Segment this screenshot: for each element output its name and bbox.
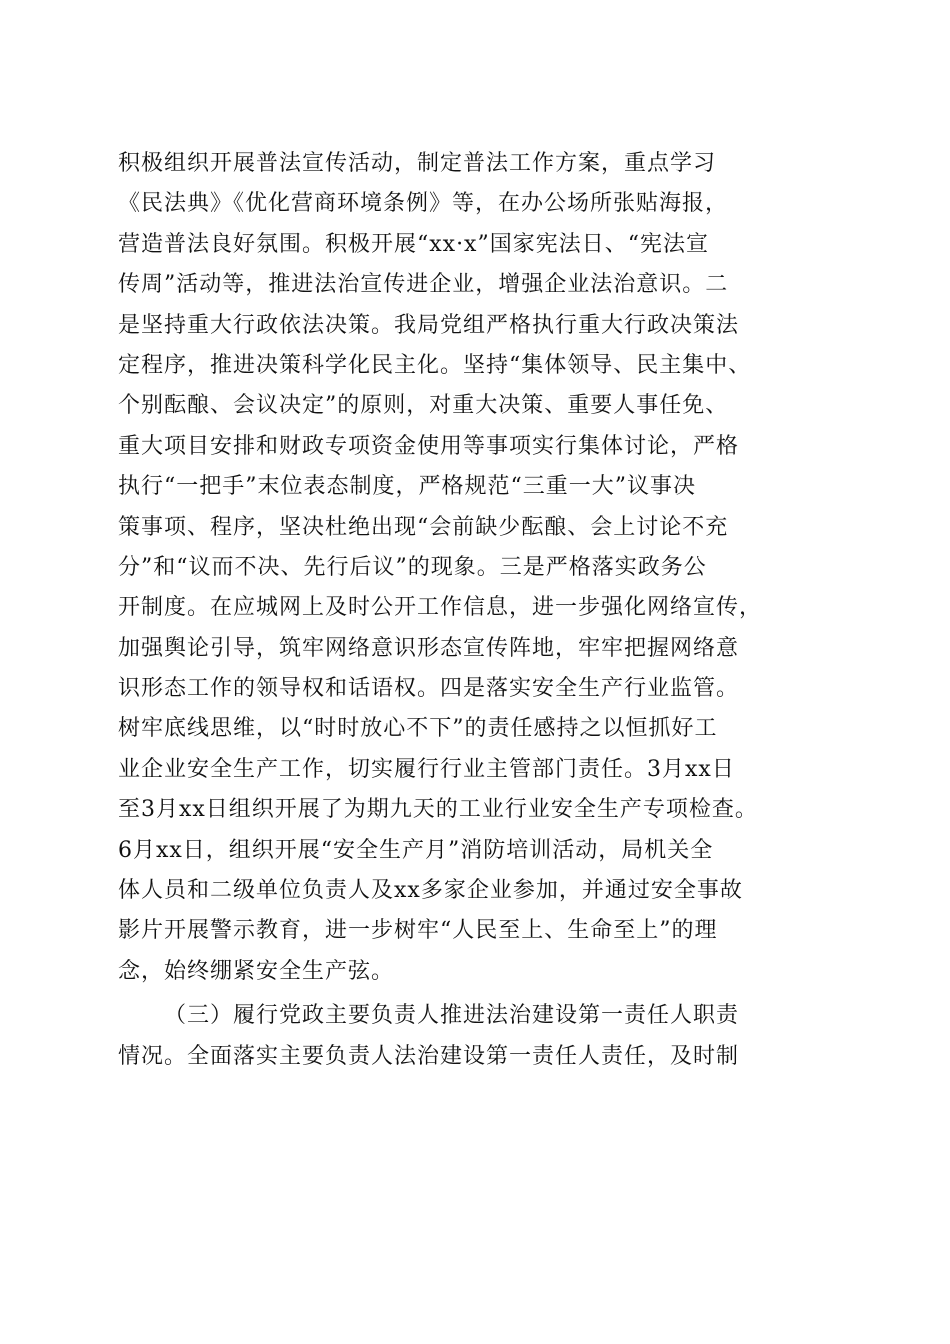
paragraph-line: 积极组织开展普法宣传活动，制定普法工作方案，重点学习 (118, 151, 717, 176)
paragraph-1 (118, 144, 833, 992)
paragraph-line: 个别酝酿、会议决定”的原则，对重大决策、重要人事任免、 (118, 393, 729, 419)
paragraph-line: 体人员和二级单位负责人及xx多家企业参加，并通过安全事故 (118, 878, 743, 904)
paragraph-line: 至3月xx日组织开展了为期九天的工业行业安全生产专项检查。 (118, 797, 758, 823)
paragraph-line: 念，始终绷紧安全生产弦。 (118, 958, 395, 984)
paragraph-line: 传周”活动等，推进法治宣传进企业，增强企业法治意识。二 (118, 272, 729, 298)
paragraph-line: 《民法典》《优化营商环境条例》等，在办公场所张贴海报， (118, 191, 729, 217)
document-body (118, 144, 833, 1077)
paragraph-line: 业企业安全生产工作，切实履行行业主管部门责任。3月xx日 (118, 756, 735, 782)
paragraph-line: 情况。全面落实主要负责人法治建设第一责任人责任，及时制 (118, 1043, 740, 1069)
paragraph-line: 策事项、程序，坚决杜绝出现“会前缺少酝酿、会上讨论不充 (118, 514, 729, 540)
paragraph-line: 加强舆论引导，筑牢网络意识形态宣传阵地，牢牢把握网络意 (118, 635, 740, 661)
paragraph-line: 6月xx日，组织开展“安全生产月”消防培训活动，局机关全 (118, 837, 714, 863)
paragraph-line: 开制度。在应城网上及时公开工作信息，进一步强化网络宣传， (118, 595, 763, 621)
paragraph-line: 树牢底线思维，以“时时放心不下”的责任感持之以恒抓好工 (118, 716, 718, 742)
paragraph-line: 是坚持重大行政依法决策。我局党组严格执行重大行政决策法 (118, 312, 740, 338)
paragraph-line: 分”和“议而不决、先行后议”的现象。三是严格落实政务公 (118, 554, 707, 580)
paragraph-line: 重大项目安排和财政专项资金使用等事项实行集体讨论，严格 (118, 433, 740, 459)
paragraph-line: 营造普法良好氛围。积极开展“xx·x”国家宪法日、“宪法宣 (118, 231, 709, 257)
section-heading-line: （三）履行党政主要负责人推进法治建设第一责任人职责 (164, 1003, 740, 1029)
paragraph-line: 定程序，推进决策科学化民主化。坚持“集体领导、民主集中、 (118, 352, 752, 378)
paragraph-line: 影片开展警示教育，进一步树牢“人民至上、生命至上”的理 (118, 918, 718, 944)
paragraph-line: 识形态工作的领导权和话语权。四是落实安全生产行业监管。 (118, 676, 740, 702)
paragraph-2 (118, 996, 833, 1077)
paragraph-line: 执行“一把手”末位表态制度，严格规范“三重一大”议事决 (118, 474, 696, 500)
